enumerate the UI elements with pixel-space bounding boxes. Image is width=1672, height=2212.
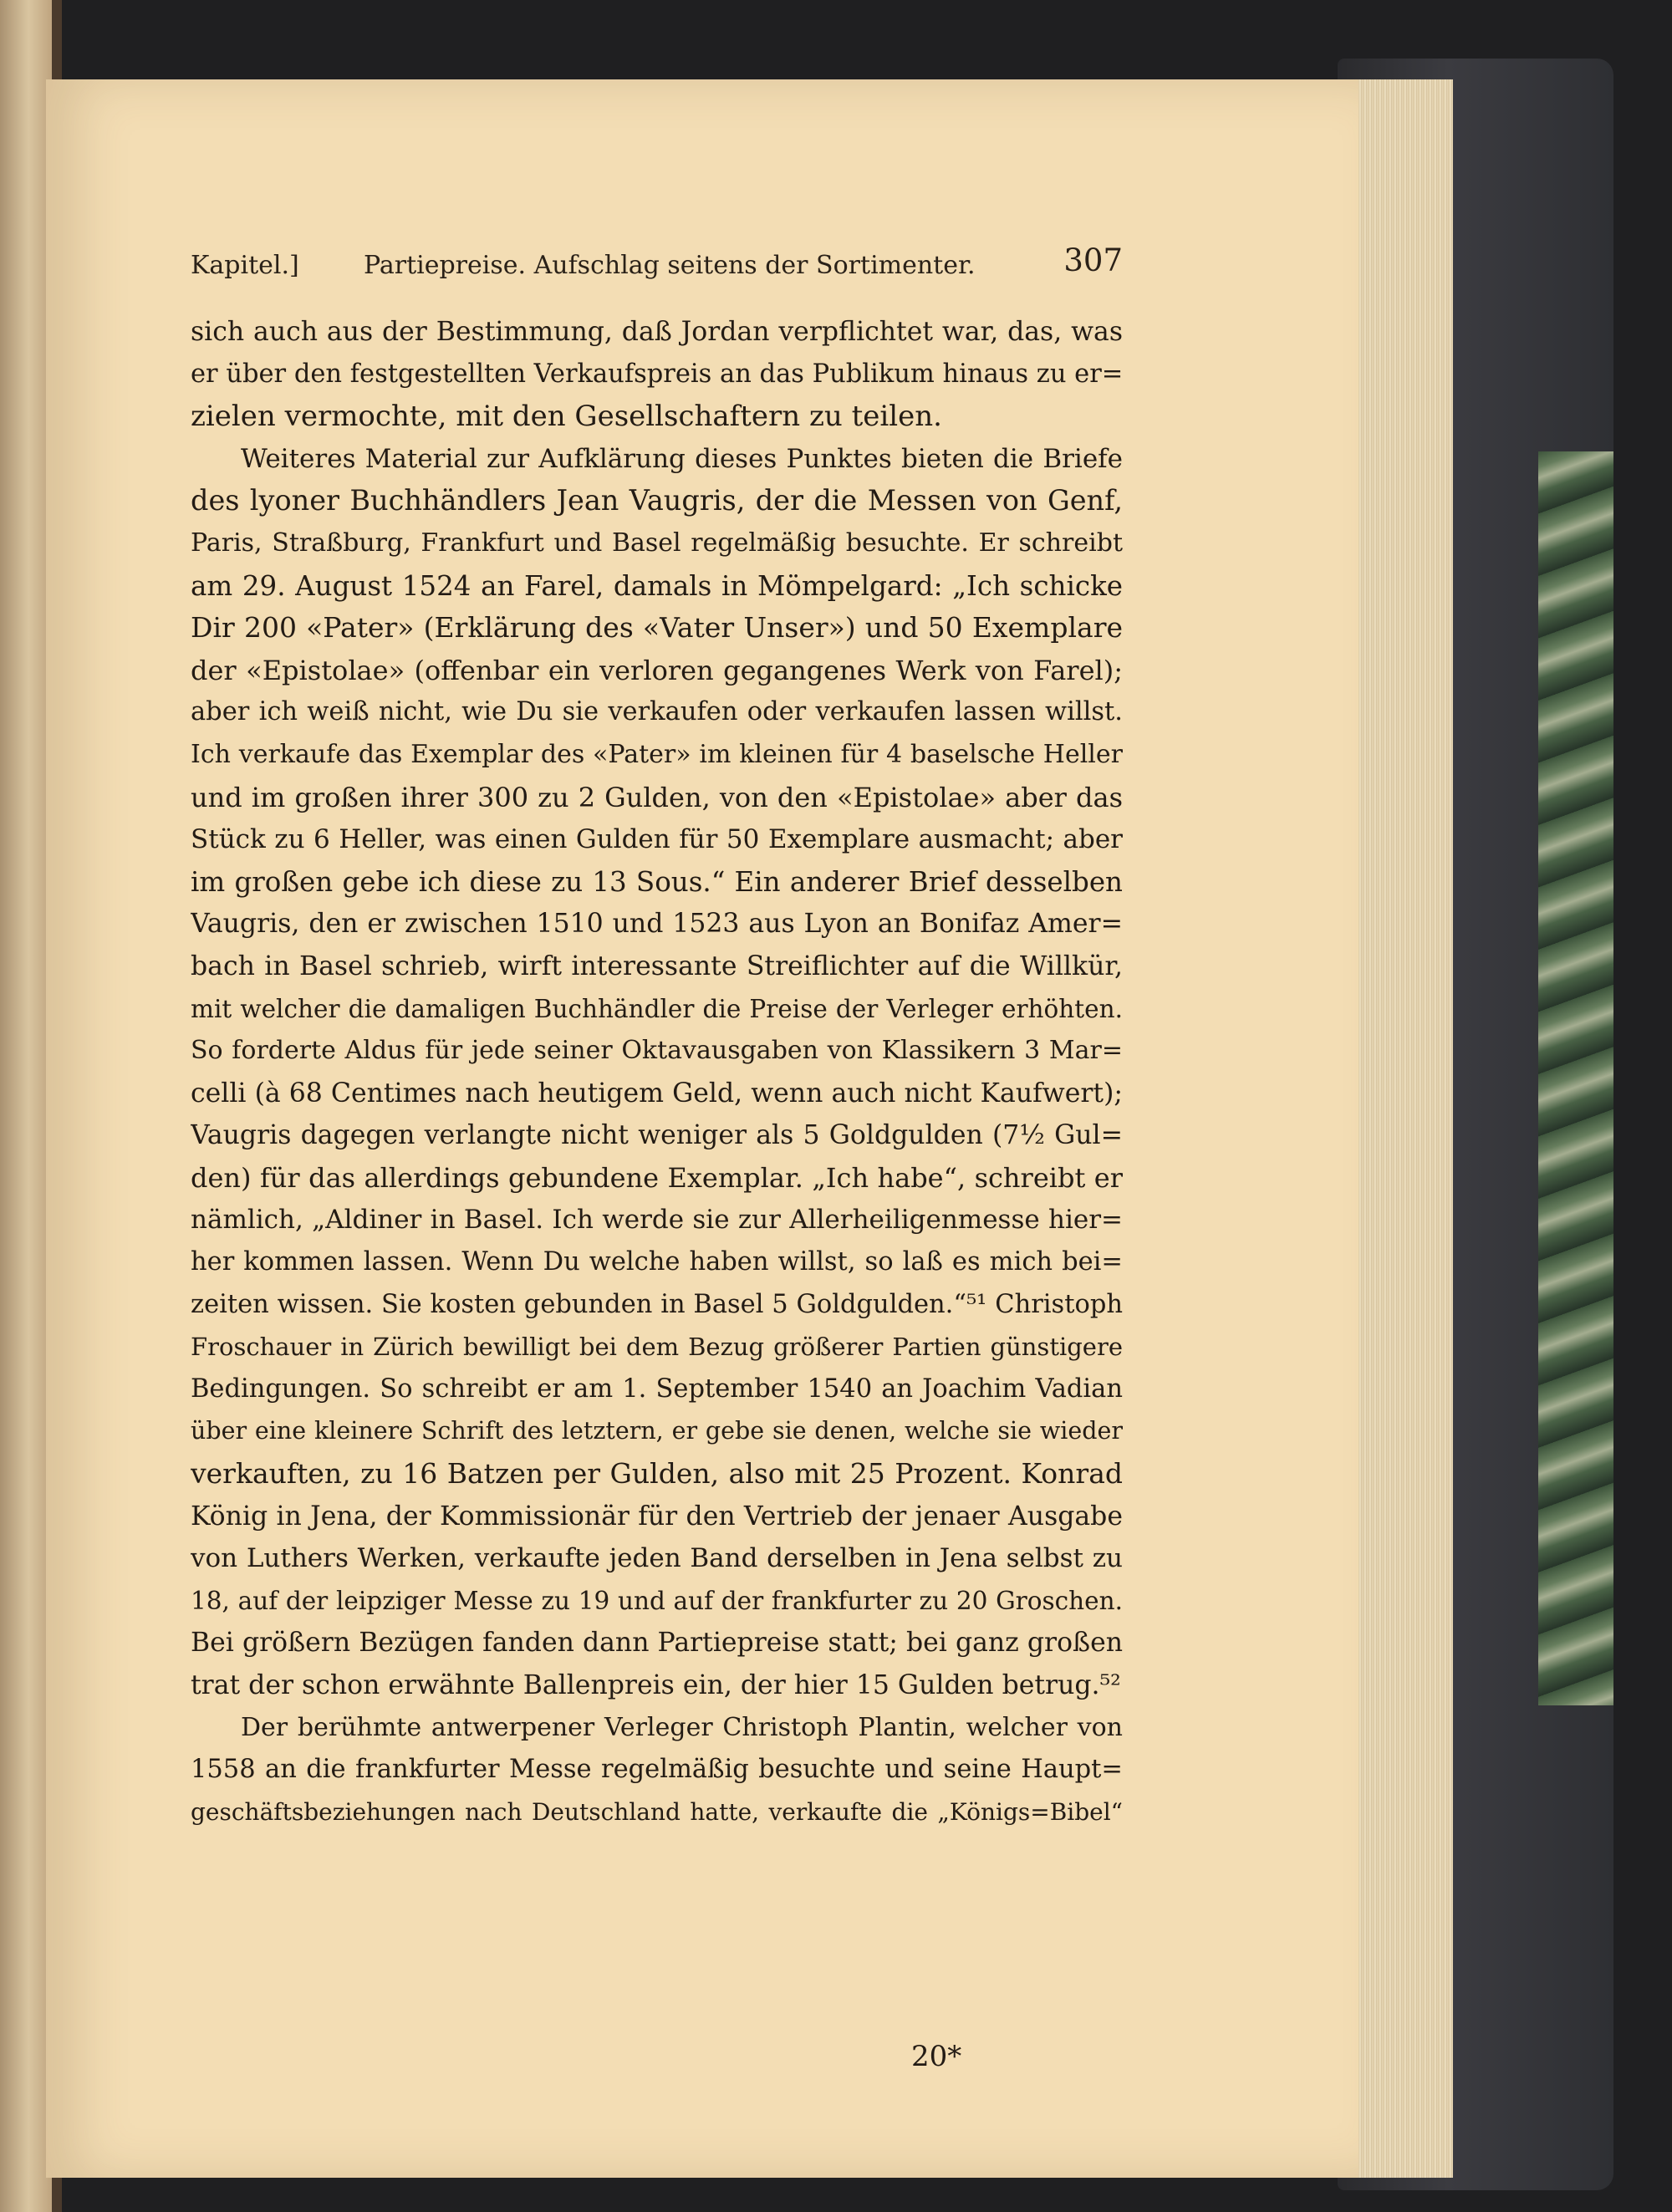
page-stack-edge: [1354, 79, 1453, 2178]
text-line: Bei größern Bezügen fanden dann Partiepreise statt; bei ganz großen: [191, 1628, 1123, 1659]
marbled-cover-edge: [1538, 451, 1613, 1705]
text-line: am 29. August 1524 an Farel, damals in Mömpelgard: „Ich schicke: [191, 569, 1123, 602]
text-line: über eine kleinere Schrift des letztern, er gebe sie denen, welche sie wieder: [191, 1417, 1123, 1445]
text-line: her kommen lassen. Wenn Du welche haben willst, so laß es mich bei=: [191, 1247, 1123, 1277]
text-line: zielen vermochte, mit den Gesellschaftern zu teilen.: [191, 400, 942, 434]
text-line: mit welcher die damaligen Buchhändler die Preise der Verleger erhöhten.: [191, 994, 1123, 1023]
text-line: des lyoner Buchhändlers Jean Vaugris, der die Messen von Genf,: [191, 484, 1123, 517]
signature-mark: 20*: [911, 2040, 962, 2073]
left-facing-page: [0, 0, 52, 2212]
text-line: den) für das allerdings gebundene Exemplar. „Ich habe“, schreibt er: [191, 1161, 1123, 1194]
text-line: Dir 200 «Pater» (Erklärung des «Vater Unser») und 50 Exemplare: [191, 611, 1123, 645]
body-text: [191, 311, 1123, 1833]
text-line: trat der schon erwähnte Ballenpreis ein, der hier 15 Gulden betrug.⁵²: [191, 1670, 1121, 1700]
text-line: König in Jena, der Kommissionär für den Vertrieb der jenaer Ausgabe: [191, 1501, 1123, 1532]
text-line: Stück zu 6 Heller, was einen Gulden für 50 Exemplare ausmacht; aber: [191, 824, 1123, 855]
text-line: So forderte Aldus für jede seiner Oktavausgaben von Klassikern 3 Mar=: [191, 1036, 1123, 1066]
text-line: nämlich, „Aldiner in Basel. Ich werde sie zur Allerheiligenmesse hier=: [191, 1205, 1123, 1236]
text-line: Paris, Straßburg, Frankfurt und Basel regelmäßig besuchte. Er schreibt: [191, 528, 1123, 558]
text-line: celli (à 68 Centimes nach heutigem Geld, wenn auch nicht Kaufwert);: [191, 1078, 1123, 1109]
text-line: Ich verkaufe das Exemplar des «Pater» im kleinen für 4 baselsche Heller: [191, 739, 1123, 769]
text-line: Bedingungen. So schreibt er am 1. September 1540 an Joachim Vadian: [191, 1374, 1123, 1404]
text-line: Weiteres Material zur Aufklärung dieses Punktes bieten die Briefe: [241, 443, 1123, 474]
text-line: 1558 an die frankfurter Messe regelmäßig besuchte und seine Haupt=: [191, 1755, 1123, 1785]
text-line: zeiten wissen. Sie kosten gebunden in Basel 5 Goldgulden.“⁵¹ Christoph: [191, 1289, 1123, 1319]
running-head: [191, 242, 1123, 289]
running-head-title: Partiepreise. Aufschlag seitens der Sortimenter.: [364, 251, 976, 280]
text-line: Vaugris dagegen verlangte nicht weniger als 5 Goldgulden (7½ Gul=: [191, 1120, 1123, 1151]
text-line: verkauften, zu 16 Batzen per Gulden, also mit 25 Prozent. Konrad: [191, 1457, 1123, 1491]
text-line: 18, auf der leipziger Messe zu 19 und auf der frankfurter zu 20 Groschen.: [191, 1586, 1123, 1615]
text-line: er über den festgestellten Verkaufspreis an das Publikum hinaus zu er=: [191, 359, 1123, 389]
page-number: 307: [1063, 242, 1123, 278]
text-line: sich auch aus der Bestimmung, daß Jordan verpflichtet war, das, was: [191, 317, 1123, 347]
text-line: aber ich weiß nicht, wie Du sie verkaufen oder verkaufen lassen willst.: [191, 697, 1123, 727]
text-line: und im großen ihrer 300 zu 2 Gulden, von den «Epistolae» aber das: [191, 781, 1123, 813]
running-head-chapter: Kapitel.]: [191, 251, 299, 280]
text-line: bach in Basel schrieb, wirft interessante Streiflichter auf die Willkür,: [191, 951, 1123, 981]
text-line: Der berühmte antwerpener Verleger Christoph Plantin, welcher von: [241, 1712, 1123, 1742]
text-line: geschäftsbeziehungen nach Deutschland hatte, verkaufte die „Königs=Bibel“: [191, 1797, 1123, 1826]
text-line: Froschauer in Zürich bewilligt bei dem Bezug größerer Partien günstigere: [191, 1333, 1123, 1362]
text-line: Vaugris, den er zwischen 1510 und 1523 aus Lyon an Bonifaz Amer=: [191, 909, 1123, 940]
text-line: von Luthers Werken, verkaufte jeden Band derselben in Jena selbst zu: [191, 1543, 1123, 1574]
text-line: der «Epistolae» (offenbar ein verloren gegangenes Werk von Farel);: [191, 654, 1123, 686]
text-line: im großen gebe ich diese zu 13 Sous.“ Ein anderer Brief desselben: [191, 865, 1123, 898]
